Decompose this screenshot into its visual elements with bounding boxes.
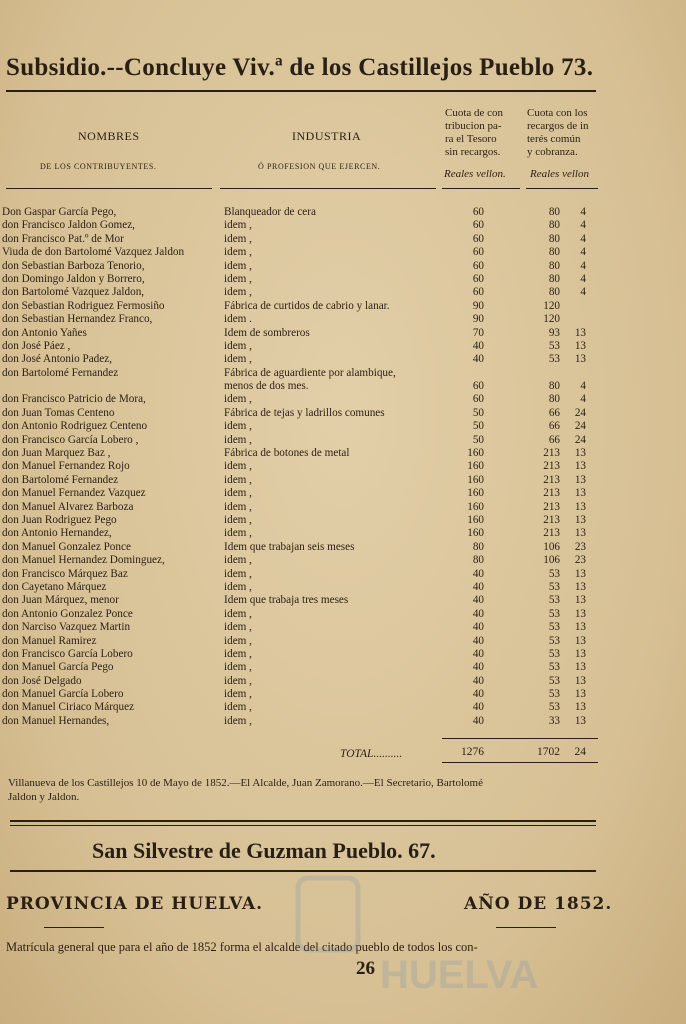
contributor-name: don José Antonio Padez,: [2, 353, 113, 366]
table-row: [0, 568, 600, 581]
contributor-name: don Cayetano Márquez: [2, 580, 107, 593]
industry: idem .: [224, 313, 252, 326]
cuota-recargos: 80: [548, 393, 560, 406]
total-rule: [442, 738, 598, 739]
industry: idem ,: [224, 460, 252, 473]
cuota-maravedis: 13: [574, 527, 586, 540]
industry: idem ,: [224, 674, 252, 687]
cuota-recargos: 53: [548, 688, 560, 701]
cuota-recargos: 80: [548, 246, 560, 259]
cuota-maravedis: 13: [574, 487, 586, 500]
cuota-tesoro: 40: [472, 567, 484, 580]
cuota-recargos: 120: [543, 299, 560, 312]
table-row: [0, 621, 600, 634]
cuota-maravedis: 13: [574, 688, 586, 701]
cuota-recargos: 66: [548, 433, 560, 446]
industry: idem ,: [224, 420, 252, 433]
cuota-maravedis: 13: [574, 701, 586, 714]
header-unit-2: Reales vellon: [530, 168, 589, 180]
industry: idem ,: [224, 647, 252, 660]
cuota-maravedis: 13: [574, 674, 586, 687]
cuota-tesoro: 40: [472, 580, 484, 593]
cuota-tesoro: 90: [472, 313, 484, 326]
industry: Blanqueador de cera: [224, 206, 316, 218]
cuota-tesoro: 160: [467, 447, 484, 460]
cuota-tesoro: 60: [472, 393, 484, 406]
cuota-recargos: 80: [548, 286, 560, 299]
contributor-name: don Manuel Hernandez Dominguez,: [2, 554, 165, 567]
cuota-maravedis: 24: [574, 420, 586, 433]
table-row: [0, 688, 600, 701]
industry: idem ,: [224, 219, 252, 232]
table-row: [0, 474, 600, 487]
cuota-maravedis: 13: [574, 339, 586, 352]
cuota-maravedis: 24: [574, 406, 586, 419]
header-nombres: NOMBRES: [78, 129, 140, 143]
section2-title: San Silvestre de Guzman Pueblo. 67.: [92, 838, 436, 863]
table-row: [0, 420, 600, 433]
cuota-tesoro: 160: [467, 460, 484, 473]
total-q1: 1276: [461, 746, 484, 758]
table-row: [0, 260, 600, 273]
cuota-tesoro: 40: [472, 661, 484, 674]
cuota-recargos: 53: [548, 580, 560, 593]
cuota-tesoro: 60: [472, 286, 484, 299]
page-title: Subsidio.--Concluye Viv.ª de los Castillejos Pueblo 73.: [6, 54, 594, 81]
cuota-tesoro: 40: [472, 634, 484, 647]
title-rule: [6, 90, 596, 92]
table-row: [0, 286, 600, 299]
table-row: [0, 541, 600, 554]
cuota-maravedis: 13: [574, 621, 586, 634]
table-row: [0, 554, 600, 567]
contributor-name: don Sebastian Hernandez Franco,: [2, 313, 153, 326]
section-rule-bottom: [10, 870, 596, 872]
industry: idem ,: [224, 554, 252, 567]
table-row: [0, 514, 600, 527]
cuota-tesoro: 60: [472, 219, 484, 232]
cuota-maravedis: 13: [574, 647, 586, 660]
table-row: [0, 353, 600, 366]
footer-signature-line1: Villanueva de los Castillejos 10 de Mayo de 1852.—El Alcalde, Juan Zamorano.—El Secretario, Bartolomé: [8, 777, 483, 789]
table-row: [0, 661, 600, 674]
table-row: [0, 273, 600, 286]
cuota-tesoro: 160: [467, 487, 484, 500]
cuota-tesoro: 40: [472, 647, 484, 660]
cuota-tesoro: 50: [472, 406, 484, 419]
industry: idem ,: [224, 661, 252, 674]
cuota-maravedis: 13: [574, 447, 586, 460]
cuota-maravedis: 4: [580, 393, 586, 406]
contributor-name: don Domingo Jaldon y Borrero,: [2, 272, 145, 285]
cuota-tesoro: 40: [472, 594, 484, 607]
contributor-name: don Manuel Ciriaco Márquez: [2, 701, 135, 714]
cuota-recargos: 213: [543, 473, 560, 486]
cuota-tesoro: 50: [472, 433, 484, 446]
industry: Idem de sombreros: [224, 326, 310, 339]
cuota-tesoro: 40: [472, 621, 484, 634]
contributor-name: don Narciso Vazquez Martin: [2, 621, 131, 634]
year-heading: AÑO DE 1852.: [464, 894, 613, 914]
contributor-name: don José Delgado: [2, 674, 82, 687]
header-rule-1: [6, 188, 212, 189]
contributor-name: don Manuel Alvarez Barboza: [2, 500, 134, 513]
table-row: [0, 608, 600, 621]
contributor-name: don Antonio Rodriguez Centeno: [2, 420, 148, 433]
contributor-name: don José Páez ,: [2, 339, 71, 352]
cuota-maravedis: 13: [574, 714, 586, 727]
cuota-tesoro: 160: [467, 473, 484, 486]
contributor-name: don Juan Marquez Baz ,: [2, 447, 111, 460]
contributor-name: Viuda de don Bartolomé Vazquez Jaldon: [2, 246, 185, 259]
industry: Fábrica de tejas y ladrillos comunes: [224, 406, 385, 419]
cuota-tesoro: 40: [472, 607, 484, 620]
cuota-maravedis: 13: [574, 500, 586, 513]
industry: idem ,: [224, 621, 252, 634]
cuota-recargos: 80: [548, 232, 560, 245]
table-row: [0, 594, 600, 607]
page-number: 26: [356, 958, 375, 979]
industry: idem ,: [224, 688, 252, 701]
industry: idem ,: [224, 500, 252, 513]
cuota-tesoro: 60: [472, 259, 484, 272]
table-row: [0, 246, 600, 259]
industry: menos de dos mes.: [224, 380, 309, 393]
cuota-recargos: 66: [548, 420, 560, 433]
industry: idem ,: [224, 393, 252, 406]
cuota-recargos: 53: [548, 567, 560, 580]
cuota-maravedis: 13: [574, 353, 586, 366]
industry: Fábrica de curtidos de cabrio y lanar.: [224, 299, 390, 312]
cuota-tesoro: 80: [472, 540, 484, 553]
table-row: [0, 715, 600, 728]
contributor-name: don Francisco García Lobero: [2, 647, 133, 660]
cuota-tesoro: 50: [472, 420, 484, 433]
cuota-maravedis: 13: [574, 326, 586, 339]
cuota-tesoro: 40: [472, 688, 484, 701]
contributor-name: don Juan Rodriguez Pego: [2, 513, 117, 526]
cuota-recargos: 213: [543, 460, 560, 473]
cuota-tesoro: 160: [467, 500, 484, 513]
contributor-name: don Sebastian Rodriguez Fermosiño: [2, 299, 165, 312]
total-label: TOTAL..........: [340, 748, 403, 760]
cuota-tesoro: 60: [472, 272, 484, 285]
cuota-maravedis: 23: [574, 554, 586, 567]
cuota-recargos: 80: [548, 272, 560, 285]
industry: idem ,: [224, 473, 252, 486]
watermark-text: HUELVA: [380, 953, 539, 997]
footer-signature-line2: Jaldon y Jaldon.: [8, 791, 80, 803]
contributor-name: don Bartolomé Fernandez: [2, 473, 119, 486]
cuota-recargos: 53: [548, 661, 560, 674]
header-cuota-tesoro: Cuota de con tribucion pa- ra el Tesoro sin recargos.: [445, 107, 504, 158]
contributor-name: don Sebastian Barboza Tenorio,: [2, 259, 145, 272]
contributor-name: don Francisco Jaldon Gomez,: [2, 219, 135, 232]
cuota-maravedis: 4: [580, 246, 586, 259]
cuota-tesoro: 60: [472, 246, 484, 259]
cuota-maravedis: 4: [580, 206, 586, 218]
cuota-recargos: 120: [543, 313, 560, 326]
cuota-maravedis: 13: [574, 580, 586, 593]
header-industria: INDUSTRIA: [292, 129, 362, 143]
industry: idem ,: [224, 246, 252, 259]
industry: idem ,: [224, 567, 252, 580]
table-row: [0, 648, 600, 661]
total-q2: 1702: [537, 746, 560, 758]
contributor-name: don Manuel García Pego: [2, 661, 114, 674]
industry: idem ,: [224, 286, 252, 299]
cuota-tesoro: 70: [472, 326, 484, 339]
cuota-recargos: 93: [548, 326, 560, 339]
table-row: [0, 635, 600, 648]
section-rule-top-thin: [10, 825, 596, 826]
header-unit-1: Reales vellon.: [444, 168, 506, 180]
cuota-maravedis: 13: [574, 460, 586, 473]
cuota-tesoro: 60: [472, 206, 484, 218]
contributor-name: Don Gaspar García Pego,: [2, 206, 117, 218]
table-row: [0, 367, 600, 380]
table-row: [0, 581, 600, 594]
cuota-recargos: 53: [548, 607, 560, 620]
cuota-tesoro: 160: [467, 527, 484, 540]
cuota-maravedis: 13: [574, 513, 586, 526]
cuota-recargos: 53: [548, 634, 560, 647]
total-q3: 24: [574, 746, 586, 758]
cuota-maravedis: 4: [580, 272, 586, 285]
cuota-recargos: 213: [543, 513, 560, 526]
contributor-name: don Francisco Márquez Baz: [2, 567, 128, 580]
table-row: [0, 501, 600, 514]
table-row: [0, 447, 600, 460]
industry: idem ,: [224, 580, 252, 593]
cuota-maravedis: 4: [580, 232, 586, 245]
cuota-maravedis: 23: [574, 540, 586, 553]
cuota-maravedis: 4: [580, 219, 586, 232]
cuota-recargos: 53: [548, 353, 560, 366]
cuota-recargos: 106: [543, 540, 560, 553]
cuota-maravedis: 4: [580, 286, 586, 299]
table-row: [0, 206, 600, 219]
industry: idem ,: [224, 527, 252, 540]
contributor-name: don Manuel García Lobero: [2, 688, 124, 701]
province-underline: [44, 927, 104, 928]
table-row: [0, 340, 600, 353]
cuota-recargos: 53: [548, 339, 560, 352]
industry: idem ,: [224, 272, 252, 285]
cuota-recargos: 80: [548, 259, 560, 272]
header-cuota-recargos: Cuota con los recargos de in terés común y cobranza.: [527, 107, 589, 158]
contributor-name: don Bartolomé Fernandez: [2, 366, 119, 379]
table-row: [0, 701, 600, 714]
cuota-tesoro: 90: [472, 299, 484, 312]
industry: idem ,: [224, 433, 252, 446]
cuota-recargos: 53: [548, 621, 560, 634]
industry: idem ,: [224, 607, 252, 620]
contributor-name: don Manuel Ramirez: [2, 634, 97, 647]
contributor-name: don Manuel Fernandez Rojo: [2, 460, 130, 473]
contributor-name: don Antonio Hernandez,: [2, 527, 112, 540]
industry: idem ,: [224, 634, 252, 647]
table-row: [0, 233, 600, 246]
cuota-recargos: 80: [548, 219, 560, 232]
cuota-recargos: 53: [548, 701, 560, 714]
table-row: [0, 393, 600, 406]
contributor-name: don Manuel Fernandez Vazquez: [2, 487, 146, 500]
industry: idem ,: [224, 714, 252, 727]
cuota-tesoro: 40: [472, 714, 484, 727]
cuota-recargos: 53: [548, 674, 560, 687]
cuota-maravedis: 13: [574, 607, 586, 620]
cuota-tesoro: 40: [472, 701, 484, 714]
cuota-tesoro: 60: [472, 232, 484, 245]
header-rule-3: [442, 188, 520, 189]
contributor-name: don Antonio Yañes: [2, 326, 87, 339]
contributor-name: don Manuel Gonzalez Ponce: [2, 540, 131, 553]
cuota-recargos: 213: [543, 447, 560, 460]
cuota-tesoro: 40: [472, 353, 484, 366]
industry: idem ,: [224, 259, 252, 272]
total-bottom-rule: [442, 762, 598, 763]
table-row: [0, 313, 600, 326]
table-row: [0, 487, 600, 500]
contributor-name: don Juan Márquez, menor: [2, 594, 119, 607]
cuota-recargos: 53: [548, 647, 560, 660]
table-row: [0, 380, 600, 393]
contributor-name: don Manuel Hernandes,: [2, 714, 110, 727]
industry: Idem que trabaja tres meses: [224, 594, 349, 607]
table-row: [0, 527, 600, 540]
industry: idem ,: [224, 487, 252, 500]
industry: Fábrica de aguardiente por alambique,: [224, 366, 396, 379]
cuota-maravedis: 13: [574, 473, 586, 486]
contributor-name: don Francisco Patricio de Mora,: [2, 393, 146, 406]
cuota-recargos: 33: [548, 714, 560, 727]
table-row: [0, 219, 600, 232]
cuota-recargos: 80: [548, 206, 560, 218]
matricula-paragraph: Matrícula general que para el año de 1852 forma el alcalde del citado pueblo de todos los con-: [6, 940, 478, 954]
cuota-tesoro: 40: [472, 674, 484, 687]
table-row: [0, 407, 600, 420]
industry: idem ,: [224, 353, 252, 366]
year-underline: [496, 927, 556, 928]
table-row: [0, 675, 600, 688]
cuota-tesoro: 40: [472, 339, 484, 352]
cuota-recargos: 80: [548, 380, 560, 393]
header-nombres-sub: DE LOS CONTRIBUYENTES.: [40, 162, 157, 171]
cuota-maravedis: 24: [574, 433, 586, 446]
cuota-tesoro: 160: [467, 513, 484, 526]
cuota-maravedis: 13: [574, 594, 586, 607]
contributor-name: don Bartolomé Vazquez Jaldon,: [2, 286, 145, 299]
cuota-recargos: 53: [548, 594, 560, 607]
industry: idem ,: [224, 701, 252, 714]
cuota-tesoro: 60: [472, 380, 484, 393]
industry: Fábrica de botones de metal: [224, 447, 350, 460]
contributor-name: don Francisco García Lobero ,: [2, 433, 139, 446]
industry: idem ,: [224, 232, 252, 245]
contributor-name: don Antonio Gonzalez Ponce: [2, 607, 133, 620]
table-row: [0, 460, 600, 473]
contributors-table: [0, 206, 600, 728]
industry: idem ,: [224, 339, 252, 352]
cuota-recargos: 66: [548, 406, 560, 419]
header-rule-2: [220, 188, 436, 189]
header-industria-sub: Ó PROFESION QUE EJERCEN.: [258, 162, 381, 171]
header-rule-4: [526, 188, 598, 189]
cuota-maravedis: 13: [574, 567, 586, 580]
industry: idem ,: [224, 513, 252, 526]
contributor-name: don Francisco Pat.º de Mor: [2, 232, 124, 245]
cuota-maravedis: 13: [574, 661, 586, 674]
cuota-maravedis: 4: [580, 380, 586, 393]
cuota-recargos: 213: [543, 500, 560, 513]
cuota-recargos: 213: [543, 487, 560, 500]
cuota-recargos: 106: [543, 554, 560, 567]
table-row: [0, 300, 600, 313]
contributor-name: don Juan Tomas Centeno: [2, 406, 115, 419]
section-rule-top: [10, 820, 596, 822]
table-row: [0, 434, 600, 447]
cuota-tesoro: 80: [472, 554, 484, 567]
cuota-recargos: 213: [543, 527, 560, 540]
industry: Idem que trabajan seis meses: [224, 540, 355, 553]
table-row: [0, 327, 600, 340]
province-heading: PROVINCIA DE HUELVA.: [6, 894, 264, 914]
cuota-maravedis: 4: [580, 259, 586, 272]
cuota-maravedis: 13: [574, 634, 586, 647]
